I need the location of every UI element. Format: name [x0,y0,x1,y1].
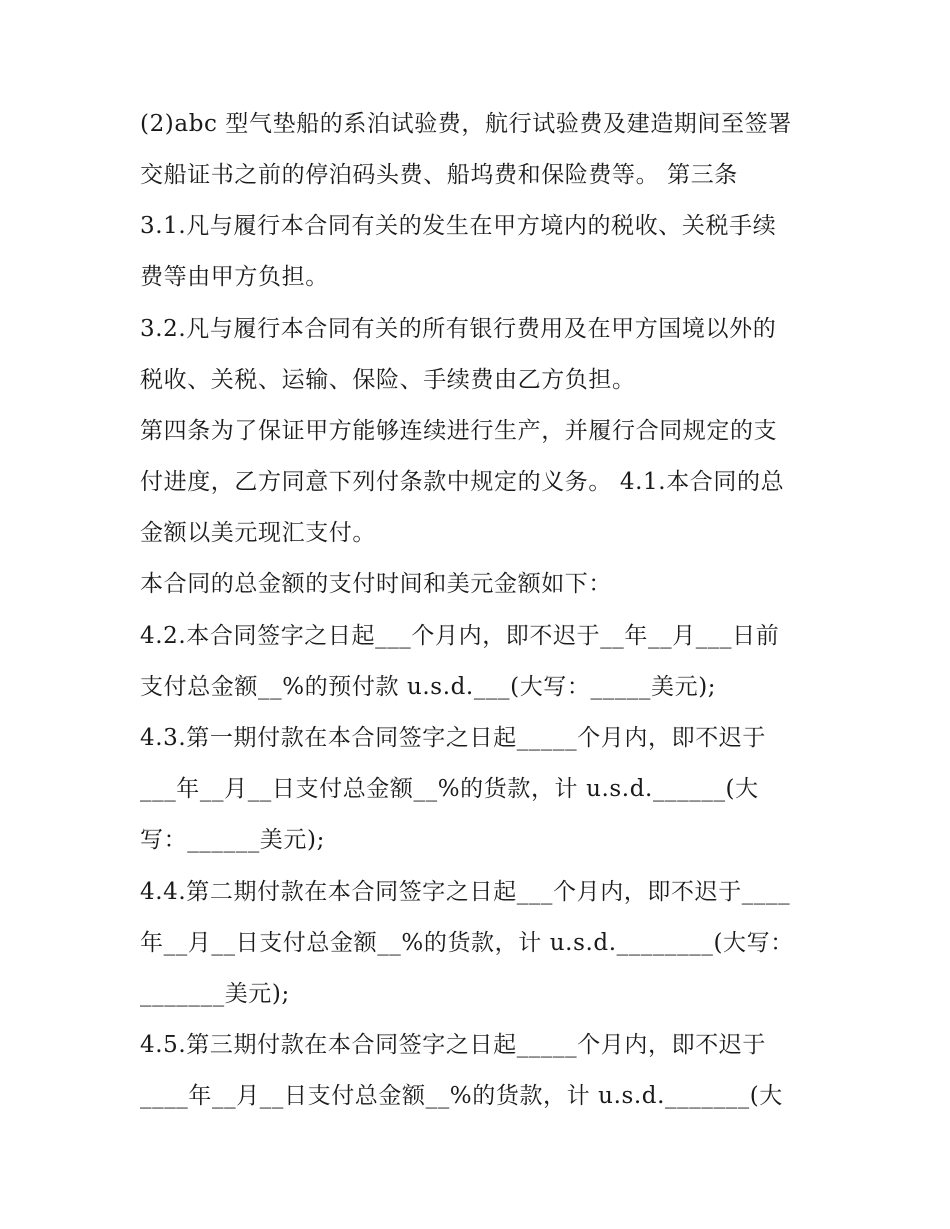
paragraph-line: 3.2.凡与履行本合同有关的所有银行费用及在甲方国境以外的 [140,316,777,342]
paragraph-line: 年__月__日支付总金额__%的货款，计 u.s.d.________(大写： [140,930,794,956]
paragraph-line: 3.1.凡与履行本合同有关的发生在甲方境内的税收、关税手续 [140,213,777,239]
paragraph-line: 第四条为了保证甲方能够连续进行生产，并履行合同规定的支 [140,418,778,444]
paragraph-line: 付进度，乙方同意下列付条款中规定的义务。 4.1.本合同的总 [140,469,785,495]
paragraph-line: ___年__月__日支付总金额__%的货款，计 u.s.d.______(大 [140,776,759,802]
paragraph-line: (2)abc 型气垫船的系泊试验费，航行试验费及建造期间至签署 [140,111,792,137]
paragraph-line: 支付总金额__%的预付款 u.s.d.___(大写：_____美元); [140,674,717,700]
paragraph-line: 费等由甲方负担。 [140,264,329,290]
paragraph-line: 金额以美元现汇支付。 [140,520,376,546]
paragraph-line: 4.2.本合同签字之日起___个月内，即不迟于__年__月___日前 [140,623,780,649]
paragraph-line: _______美元); [140,981,290,1007]
paragraph-line: 4.5.第三期付款在本合同签字之日起_____个月内，即不迟于 [140,1032,766,1058]
paragraph-line: 税收、关税、运输、保险、手续费由乙方负担。 [140,367,636,393]
paragraph-line: 写：______美元); [140,827,325,853]
paragraph-line: 4.4.第二期付款在本合同签字之日起___个月内，即不迟于____ [140,879,791,905]
paragraph-line: 4.3.第一期付款在本合同签字之日起_____个月内，即不迟于 [140,725,766,751]
paragraph-line: ____年__月__日支付总金额__%的货款，计 u.s.d._______(大 [140,1083,783,1109]
paragraph-line: 本合同的总金额的支付时间和美元金额如下： [140,571,612,597]
paragraph-line: 交船证书之前的停泊码头费、船坞费和保险费等。 第三条 [140,162,738,188]
